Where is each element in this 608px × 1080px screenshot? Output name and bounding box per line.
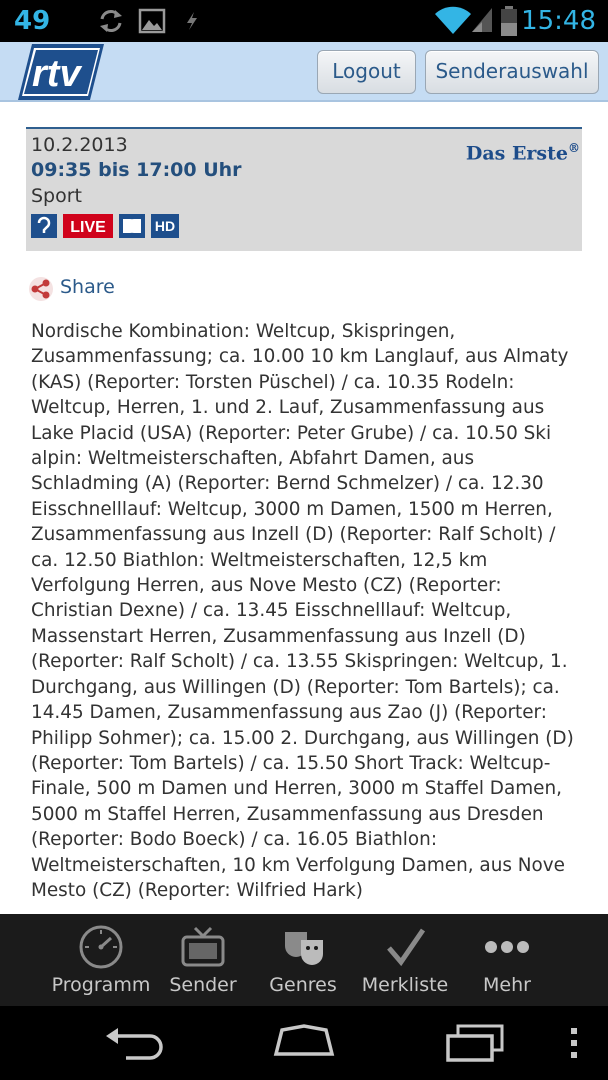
nav-genres-label: Genres (269, 974, 337, 996)
nav-programm-label: Programm (51, 974, 151, 996)
hd-badge-label: HD (154, 218, 176, 234)
live-badge-label: LIVE (70, 219, 106, 236)
checkmark-icon (381, 924, 429, 970)
program-description: Nordische Kombination: Weltcup, Skispringen, Zusammenfassung; ca. 10.00 10 km Langlauf, aus Almaty (KAS) (Reporter: Torsten Püschel) / ca. 10.35 Rodeln: Weltcup, Herren, 1. und 2. Lauf, Zusammenfassung aus Lake Placid (USA) (Reporter: Peter Grube) / ca. 10.50 Ski alpin: Weltmeisterschaften, Abfahrt Damen, aus Schladming (A) (Reporter: Bernd Schmelzer) / ca. 12.30 Eisschnelllauf: Weltcup, 3000 m Damen, 1500 m Herren, Zusammenfassung aus Inzell (D) (Reporter: Ralf Scholt) / ca. 12.50 Biathlon: Weltmeisterschaften, 12,5 km Verfolgung Herren, aus Nove Mesto (CZ) (Reporter: Christian Dexne) / ca. 13.45 Eisschnelllauf: Weltcup, Massenstart Herren, Zusammenfassung aus Inzell (D) (Reporter: Ralf Scholt) / ca. 13.55 Skispringen: Weltcup, 1. Durchgang, aus Willingen (D) (Reporter: Tom Bartels); ca. 14.45 Damen, Zusammenfassung aus Zao (J) (Reporter: Philipp Sohmer); ca. 15.00 2. Durchgang, aus Willingen (D) (Reporter: Tom Bartels) / ca. 15.50 Short Track: Weltcup-Finale, 500 m Damen und Herren, 3000 m Staffel Damen, 5000 m Staffel Herren, Zusammenfassung aus Dresden (Reporter: Bodo Boeck) / ca. 16.05 Biathlon: Weltmeisterschaften, 10 km Verfolgung Damen, aus Nove Mesto (CZ) (Reporter: Wilfried Hark) (31, 321, 574, 901)
bottom-nav (0, 914, 608, 1006)
more-dots-icon (483, 924, 531, 970)
nav-merkliste[interactable] (355, 914, 455, 1006)
image-icon (138, 7, 166, 35)
nav-programm[interactable] (51, 914, 151, 1006)
channel-logo (466, 141, 580, 164)
status-bar (0, 0, 608, 42)
broadcast-date: 10.2.2013 (31, 134, 128, 156)
back-icon[interactable] (104, 1026, 166, 1062)
clock-icon (77, 924, 125, 970)
logo-text: rtv (32, 53, 81, 95)
nav-sender-label: Sender (169, 974, 237, 996)
sync-icon (98, 8, 124, 34)
wifi-icon (434, 4, 472, 36)
nav-merkliste-label: Merkliste (361, 974, 449, 996)
rtv-logo[interactable] (18, 44, 104, 100)
dolby-icon (119, 214, 145, 238)
flash-icon (182, 10, 202, 32)
battery-icon (500, 5, 518, 37)
channel-mark: ® (568, 141, 580, 155)
system-nav-bar (0, 1006, 608, 1080)
channel-name: Das Erste (465, 142, 568, 165)
channel-select-button[interactable]: Senderauswahl (425, 50, 599, 94)
nav-sender[interactable] (153, 914, 253, 1006)
nav-mehr[interactable] (457, 914, 557, 1006)
hd-badge (151, 214, 179, 238)
menu-icon[interactable] (568, 1026, 580, 1060)
signal-icon (470, 6, 494, 34)
hearing-impaired-icon (31, 214, 57, 238)
nav-genres[interactable] (253, 914, 353, 1006)
clock: 15:48 (521, 6, 596, 36)
share-icon (28, 276, 54, 302)
program-card (26, 127, 582, 251)
genre-label: Sport (31, 185, 83, 207)
recent-apps-icon[interactable] (444, 1024, 506, 1062)
tv-icon (179, 924, 227, 970)
broadcast-time: 09:35 bis 17:00 Uhr (31, 159, 242, 181)
nav-mehr-label: Mehr (483, 974, 531, 996)
live-badge (63, 214, 113, 238)
share-label: Share (60, 276, 115, 298)
masks-icon (279, 924, 327, 970)
notification-count: 49 (14, 6, 51, 36)
home-icon[interactable] (272, 1024, 336, 1058)
logout-button[interactable]: Logout (317, 50, 416, 94)
